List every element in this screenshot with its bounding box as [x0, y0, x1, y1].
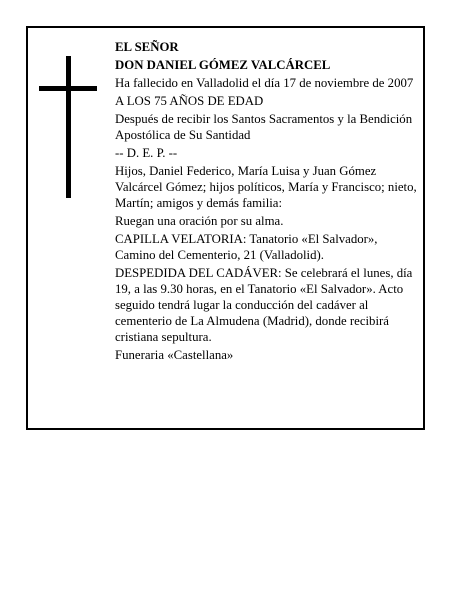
cross-horizontal-bar [39, 86, 97, 91]
prayer-text: Ruegan una oración por su alma. [115, 214, 284, 228]
rip-text: -- D. E. P. -- [115, 146, 178, 160]
obituary-text [115, 39, 420, 365]
chapel-text: CAPILLA VELATORIA: Tanatorio «El Salvador», Camino del Cementerio, 21 (Valladolid). [115, 232, 378, 262]
sacraments-text: Después de recibir los Santos Sacramentos y la Bendición Apostólica de Su Santidad [115, 112, 413, 142]
farewell-text: DESPEDIDA DEL CADÁVER: Se celebrará el lunes, día 19, a las 9.30 horas, en el Tanatorio «El Salvador». Acto seguido tendrá lugar la conducción del cadáver al cementerio de La Almudena (Madrid), donde recibirá cristiana sepultura. [115, 266, 413, 344]
death-date-text: Ha fallecido en Valladolid el día 17 de noviembre de 2007 [115, 76, 414, 90]
funeral-home-text: Funeraria «Castellana» [115, 348, 234, 362]
family-text: Hijos, Daniel Federico, María Luisa y Juan Gómez Valcárcel Gómez; hijos políticos, María y Francisco; nieto, Martín; amigos y demás familia: [115, 164, 417, 210]
cross-vertical-bar [66, 56, 71, 198]
age-text: A LOS 75 AÑOS DE EDAD [115, 94, 264, 108]
deceased-name: DON DANIEL GÓMEZ VALCÁRCEL [115, 58, 331, 72]
title-line-1: EL SEÑOR [115, 40, 179, 54]
obituary-notice [26, 26, 425, 430]
